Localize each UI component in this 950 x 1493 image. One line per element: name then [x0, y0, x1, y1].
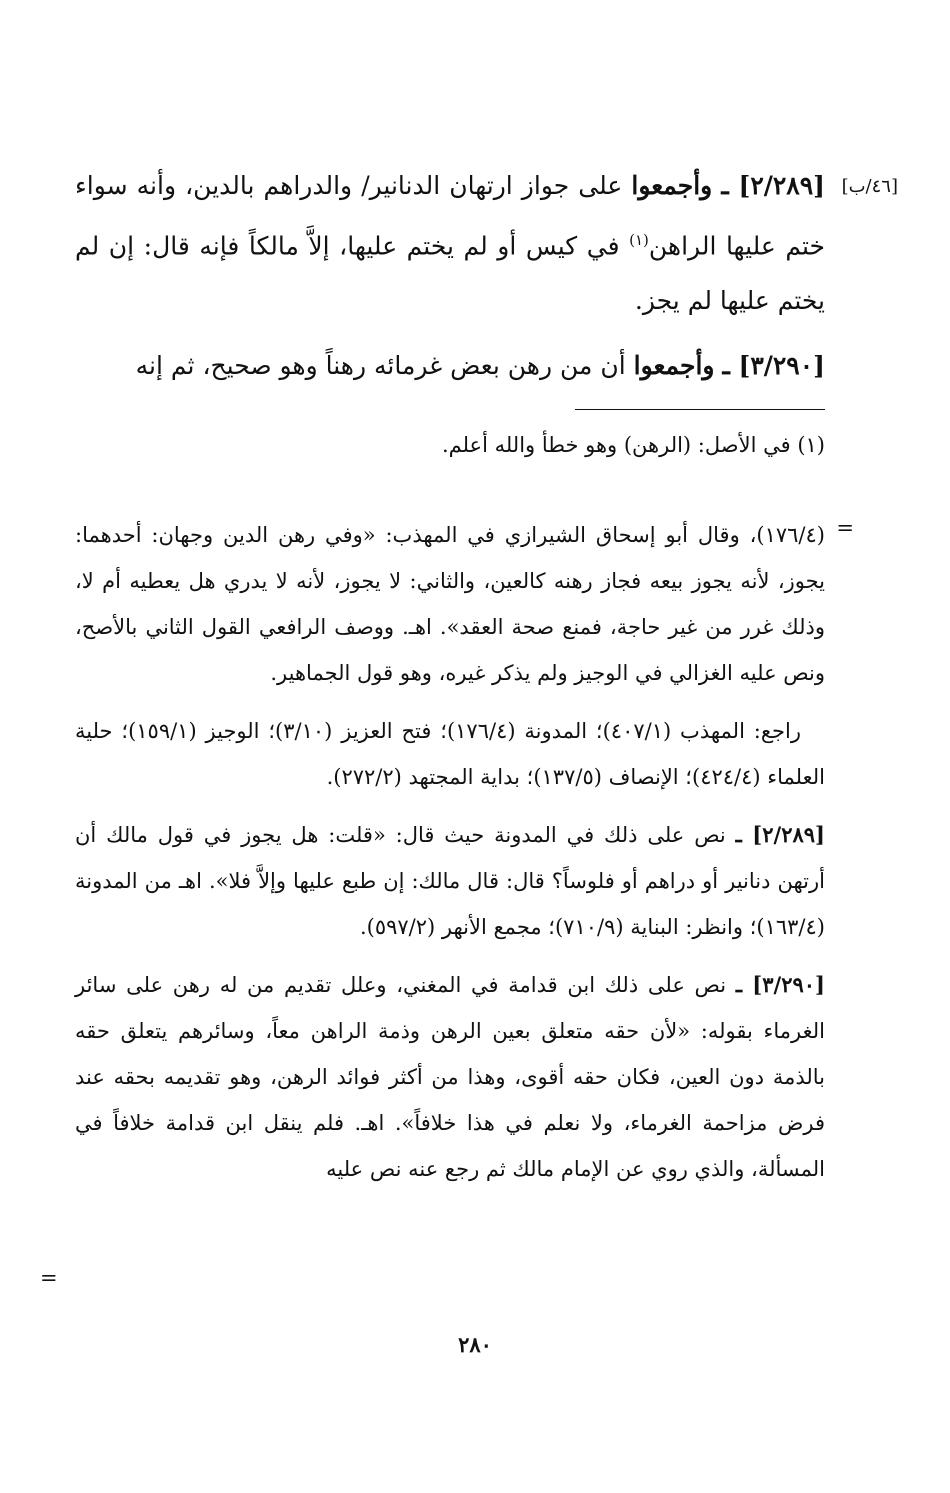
main-paragraph-1	[75, 158, 825, 328]
note-text: نص على ذلك ابن قدامة في المغني، وعلل تقديم من له رهن على سائر الغرماء بقوله: «لأن حقه متعلق بعين الرهن وذمة الراهن معاً، وسائرهم يتعلق حقه بالذمة دون العين، فكان حقه أقوى، وهذا من أكثر فوائد الرهن، وهو تقديمه بحقه عند فرض مزاحمة الغرماء، ولا نعلم في هذا خلافاً». اهـ. فلم ينقل ابن قدامة خلافاً في المسألة، والذي روي عن الإمام مالك ثم رجع عنه نص عليه	[75, 973, 825, 1181]
entry-number: [٣/٢٩٠] ـ	[735, 972, 825, 997]
key-phrase: وأجمعوا	[631, 171, 713, 200]
note-entry-289	[75, 812, 825, 950]
continuation-mark-bottom: =	[40, 1266, 58, 1290]
note-entry-290	[75, 962, 825, 1192]
note-text: نص على ذلك في المدونة حيث قال: «قلت: هل يجوز في قول مالك أن أرتهن دنانير أو دراهم أو فلوساً؟ قال: قال مالك: إن طبع عليها وإلاَّ فلا». اهـ من المدونة (١٦٣/٤)؛ وانظر: البناية (٧١٠/٩)؛ مجمع الأنهر (٥٩٧/٢).	[75, 823, 825, 939]
footnote-reference: (١)	[629, 231, 649, 249]
continuation-mark-top: =	[836, 516, 854, 540]
paragraph-text: أن من رهن بعض غرمائه رهناً وهو صحيح، ثم إنه	[135, 351, 626, 381]
entry-number: [٢/٢٨٩] ـ	[721, 171, 825, 200]
margin-folio-ref: [٤٦/ب]	[841, 176, 898, 197]
footnote: (١) في الأصل: (الرهن) وهو خطأ والله أعلم.	[441, 433, 825, 457]
footnote-separator	[575, 409, 825, 410]
note-paragraph: (١٧٦/٤)، وقال أبو إسحاق الشيرازي في المهذب: «وفي رهن الدين وجهان: أحدهما: يجوز، لأنه يجوز بيعه فجاز رهنه كالعين، والثاني: لا يجوز، لأنه لا يدري هل يعطيه أم لا، وذلك غرر من غير حاجة، فمنع صحة العقد». اهـ. ووصف الرافعي القول الثاني بالأصح، ونص عليه الغزالي في الوجيز ولم يذكر غيره، وهو قول الجماهير.	[75, 523, 825, 685]
key-phrase: وأجمعوا	[633, 351, 715, 381]
main-paragraph-2	[75, 338, 825, 393]
main-text	[75, 158, 825, 393]
page-number: ٢٨٠	[458, 1332, 492, 1357]
editor-notes	[75, 512, 825, 1192]
paragraph-text-continued: في كيس أو لم يختم عليها، إلاَّ مالكاً فإنه قال: إن لم يختم عليها لم يجز.	[75, 231, 825, 316]
paragraph-text: على جواز ارتهان الدنانير/ والدراهم بالدين، وأنه سواء ختم عليها الراهن	[75, 171, 826, 261]
entry-number: [٣/٢٩٠] ـ	[722, 351, 825, 381]
note-references: راجع: المهذب (٤٠٧/١)؛ المدونة (١٧٦/٤)؛ فتح العزيز (٣/١٠)؛ الوجيز (١٥٩/١)؛ حلية العلماء (٤٢٤/٤)؛ الإنصاف (١٣٧/٥)؛ بداية المجتهد (٢٧٢/٢).	[75, 719, 825, 789]
entry-number: [٢/٢٨٩] ـ	[735, 822, 825, 847]
